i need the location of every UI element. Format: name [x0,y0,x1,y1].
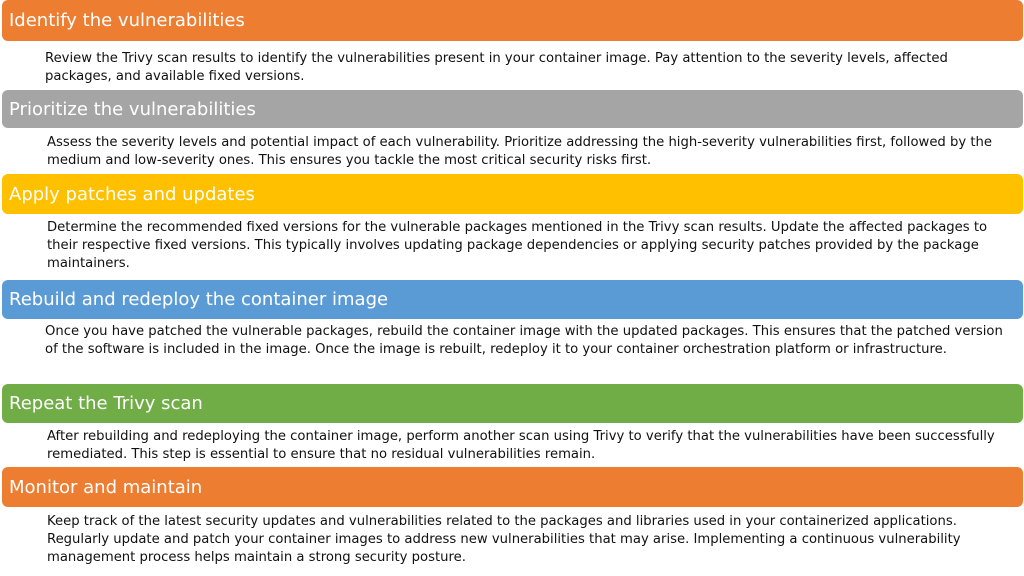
step-4-header [2,280,1023,319]
step-5-description: After rebuilding and redeploying the container image, perform another scan using Trivy to verify that the vulnerabilities have been successfully remediated. This step is essential to ensure that no residual vulnerabilities remain. [47,429,995,462]
step-3-description: Determine the recommended fixed versions for the vulnerable packages mentioned in the Trivy scan results. Update the affected packages to their respective fixed versions. This typically involves updating package dependencies or applying security patches provided by the package maintainers. [47,220,988,271]
step-4-title: Rebuild and redeploy the container image [9,289,389,310]
step-3-title: Apply patches and updates [9,183,255,205]
step-1-description: Review the Trivy scan results to identify the vulnerabilities present in your container image. Pay attention to the severity levels, affected packages, and available fixed versions. [45,51,948,84]
step-6-description: Keep track of the latest security updates and vulnerabilities related to the packages and libraries used in your containerized applications. Regularly update and patch your container images to address new vulnerabilities that may arise. Implementing a continuous vulnerability management process helps maintain a strong security posture. [47,514,961,565]
step-6-title: Monitor and maintain [9,476,203,498]
step-4-description: Once you have patched the vulnerable packages, rebuild the container image with the updated packages. This ensures that the patched version of the software is included in the image. Once the image is rebuilt, redeploy it to your container orchestration platform or infrastructure. [45,324,1003,357]
step-3-header [2,174,1023,214]
step-2-header [2,90,1023,128]
step-6-header [2,467,1023,507]
step-2-description: Assess the severity levels and potential impact of each vulnerability. Prioritize addressing the high-severity vulnerabilities first, followed by the medium and low-severity ones. This ensures you tackle the most critical security risks first. [47,135,993,168]
step-5-title: Repeat the Trivy scan [9,393,203,414]
step-1-header [2,0,1023,41]
step-2-title: Prioritize the vulnerabilities [9,98,256,120]
step-5-header [2,384,1023,423]
step-1-title: Identify the vulnerabilities [9,10,245,31]
